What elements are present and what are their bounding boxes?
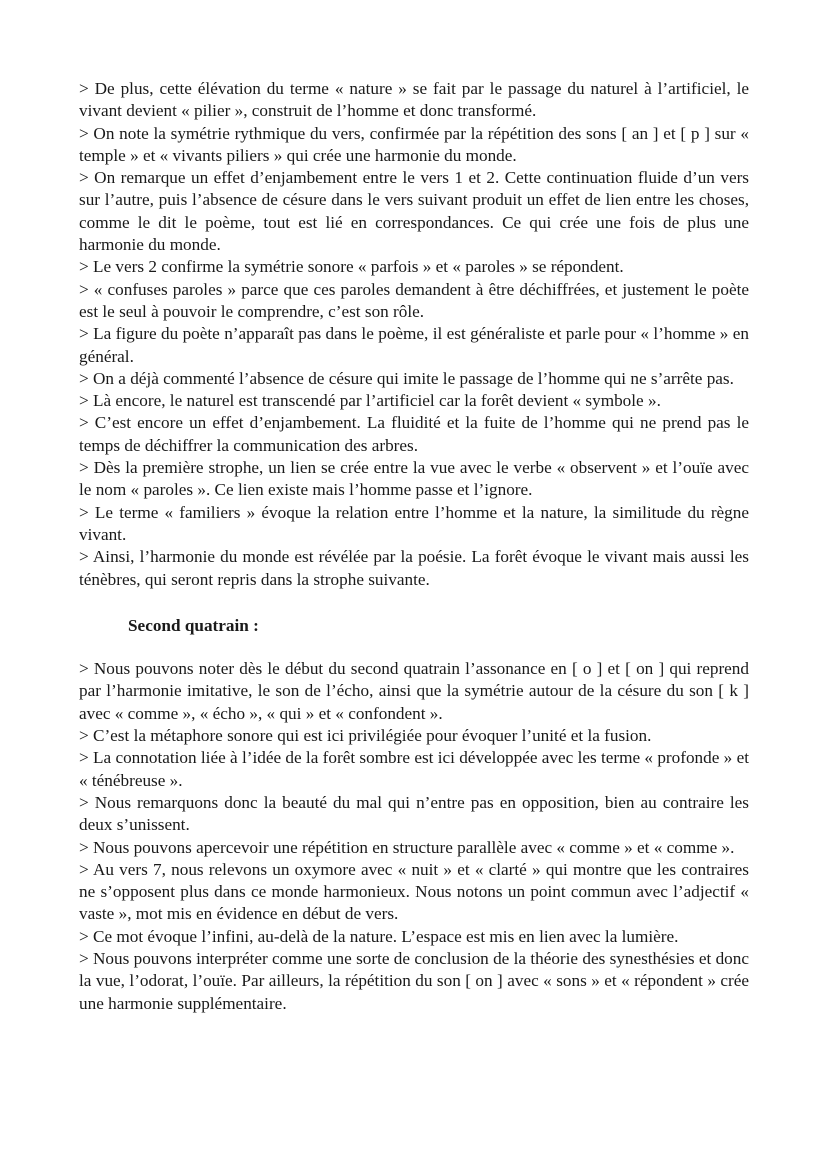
paragraph: > « confuses paroles » parce que ces paroles demandent à être déchiffrées, et justement le poète est le seul à pouvoir le comprendre, c’est son rôle.: [79, 279, 749, 321]
section-heading-second-quatrain: Second quatrain :: [128, 615, 259, 635]
paragraph: > C’est la métaphore sonore qui est ici privilégiée pour évoquer l’unité et la fusion.: [79, 726, 652, 746]
paragraph: > Dès la première strophe, un lien se crée entre la vue avec le verbe « observent » et l’ouïe avec le nom « paroles ». Ce lien existe mais l’homme passe et l’ignore.: [79, 458, 749, 500]
paragraph: > Ainsi, l’harmonie du monde est révélée par la poésie. La forêt évoque le vivant mais aussi les ténèbres, qui seront repris dans la strophe suivante.: [79, 547, 749, 589]
paragraph: > Nous pouvons interpréter comme une sorte de conclusion de la théorie des synesthésies et donc la vue, l’odorat, l’ouïe. Par ailleurs, la répétition du son [ on ] avec « sons » et « répondent » crée une harmonie supplémentaire.: [79, 948, 749, 1013]
paragraph: > De plus, cette élévation du terme « nature » se fait par le passage du naturel à l’artificiel, le vivant devient « pilier », construit de l’homme et donc transformé.: [79, 79, 749, 121]
paragraph: > Le vers 2 confirme la symétrie sonore « parfois » et « paroles » se répondent.: [79, 257, 624, 277]
section-first-quatrain-notes: [79, 78, 749, 591]
paragraph: > Là encore, le naturel est transcendé par l’artificiel car la forêt devient « symbole ».: [79, 391, 661, 411]
paragraph: > Au vers 7, nous relevons un oxymore avec « nuit » et « clarté » qui montre que les contraires ne s’opposent plus dans ce monde harmonieux. Nous notons un point commun avec l’adjectif « vaste », mot mis en évidence en début de vers.: [79, 859, 749, 924]
paragraph: > Nous pouvons noter dès le début du second quatrain l’assonance en [ o ] et [ on ] qui reprend par l’harmonie imitative, le son de l’écho, ainsi que la symétrie autour de la césure du son [ k ] avec « comme », « écho », « qui » et « confondent ».: [79, 659, 749, 723]
section-second-quatrain-notes: [79, 658, 749, 1015]
paragraph: > Le terme « familiers » évoque la relation entre l’homme et la nature, la similitude du règne vivant.: [79, 502, 749, 544]
paragraph: > On note la symétrie rythmique du vers, confirmée par la répétition des sons [ an ] et [ p ] sur « temple » et « vivants piliers » qui crée une harmonie du monde.: [79, 123, 749, 165]
document-page: [79, 78, 749, 1015]
paragraph: > Nous pouvons apercevoir une répétition en structure parallèle avec « comme » et « comme ».: [79, 837, 735, 857]
paragraph: > La figure du poète n’apparaît pas dans le poème, il est généraliste et parle pour « l’homme » en général.: [79, 324, 749, 366]
paragraph: > C’est encore un effet d’enjambement. La fluidité et la fuite de l’homme qui ne prend pas le temps de déchiffrer la communication des arbres.: [79, 413, 749, 455]
paragraph: > On remarque un effet d’enjambement entre le vers 1 et 2. Cette continuation fluide d’un vers sur l’autre, puis l’absence de césure dans le vers suivant produit un effet de lien entre les choses, comme le dit le poème, tout est lié en correspondances. Ce qui crée une fois de plus une harmonie du monde.: [79, 168, 749, 255]
paragraph: > Nous remarquons donc la beauté du mal qui n’entre pas en opposition, bien au contraire les deux s’unissent.: [79, 792, 749, 835]
paragraph: > On a déjà commenté l’absence de césure qui imite le passage de l’homme qui ne s’arrête pas.: [79, 368, 734, 388]
paragraph: > La connotation liée à l’idée de la forêt sombre est ici développée avec les terme « profonde » et « ténébreuse ».: [79, 748, 749, 790]
paragraph: > Ce mot évoque l’infini, au-delà de la nature. L’espace est mis en lien avec la lumière.: [79, 926, 679, 946]
